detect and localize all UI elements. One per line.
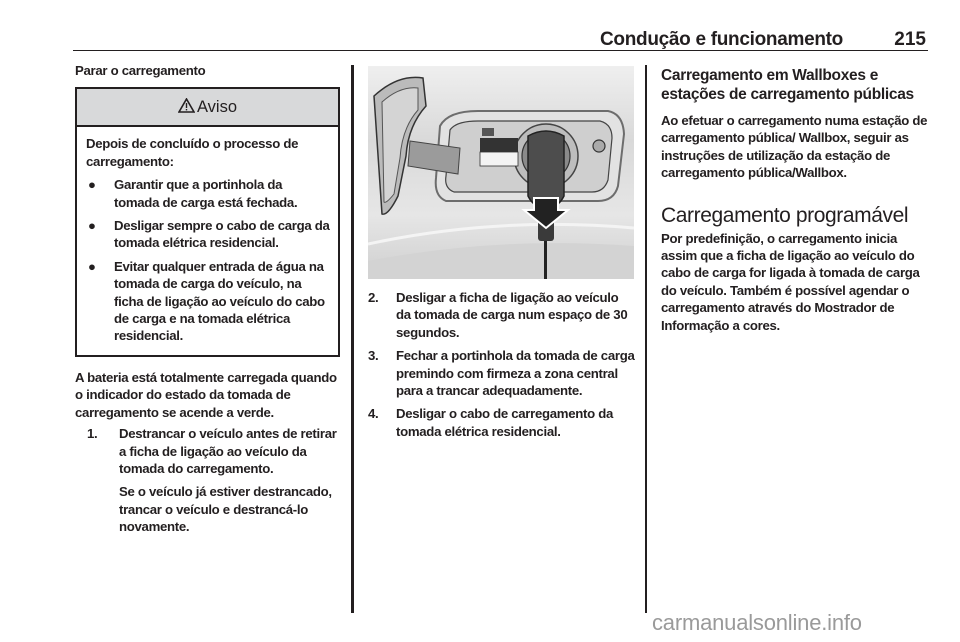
body-paragraph: Por predefinição, o carregamento inicia assim que a ficha de ligação ao veículo do cabo de carga for ligada à tomada de carga do veículo. Também é possível agendar o carregamento através do Mostrador de Informação a cores.: [661, 230, 920, 333]
warning-bullets: [86, 176, 330, 345]
step-text: Desligar a ficha de ligação ao veículo da tomada de carga num espaço de 30 segundos.: [396, 290, 628, 340]
column-divider: [351, 65, 354, 613]
column-divider: [645, 65, 647, 613]
watermark: carmanualsonline.info: [652, 610, 862, 635]
step-text: Destrancar o veículo antes de retirar a ficha de ligação ao veículo da tomada do carregamento.: [119, 426, 337, 476]
step-text: Fechar a portinhola da tomada de carga premindo com firmeza a zona central para a trancar adequadamente.: [396, 348, 635, 399]
warning-box: [75, 87, 340, 356]
section-title: Carregamento em Wallboxes e estações de carregamento públicas: [661, 67, 914, 103]
step-text: Desligar o cabo de carregamento da tomada elétrica residencial.: [396, 406, 613, 439]
list-item: ● Desligar sempre o cabo de carga da tomada elétrica residencial.: [88, 218, 330, 251]
section-title: Parar o carregamento: [75, 63, 206, 78]
right-column: [661, 66, 931, 334]
step-item: [368, 289, 636, 341]
section-heading: Carregamento programável: [661, 203, 909, 227]
warning-triangle-icon: [178, 98, 195, 117]
warning-header: [77, 89, 338, 127]
step-number: 1.: [87, 426, 98, 442]
charging-plug-illustration: [368, 66, 634, 279]
body-paragraph: Ao efetuar o carregamento numa estação de carregamento pública/ Wallbox, seguir as instruções de utilização da estação de carregamento pública/Wallbox.: [661, 113, 928, 181]
list-item: ● Garantir que a portinhola da tomada de carga está fechada.: [88, 177, 298, 210]
warning-title: Aviso: [196, 97, 238, 116]
step-number: 4.: [368, 406, 379, 422]
step-number: 3.: [368, 348, 379, 364]
page-number: 215: [894, 29, 926, 50]
bullet-icon: ●: [88, 258, 96, 274]
step-subtext: Se o veículo já estiver destrancado, trancar o veículo e destrancá-lo novamente.: [119, 484, 332, 535]
page-header: [600, 28, 926, 52]
step-item: [368, 405, 636, 440]
steps-list: [368, 289, 636, 440]
left-column: [75, 62, 340, 542]
middle-column: [368, 66, 636, 446]
steps-list: [75, 425, 340, 535]
step-number: 2.: [368, 290, 379, 305]
body-paragraph: A bateria está totalmente carregada quando o indicador do estado da tomada de carregamento se acende a verde.: [75, 369, 337, 420]
warning-body: [77, 127, 338, 354]
step-item: [75, 425, 340, 535]
bullet-icon: ●: [88, 218, 96, 234]
step-item: [368, 347, 636, 399]
list-item: ● Evitar qualquer entrada de água na tomada de carga do veículo, na ficha de ligação ao veículo do cabo de carga e na tomada elétrica residencial.: [88, 258, 325, 344]
header-rule: [73, 50, 928, 51]
chapter-title: Condução e funcionamento: [600, 29, 843, 50]
bullet-icon: ●: [88, 177, 96, 193]
warning-intro: Depois de concluído o processo de carregamento:: [86, 136, 299, 169]
